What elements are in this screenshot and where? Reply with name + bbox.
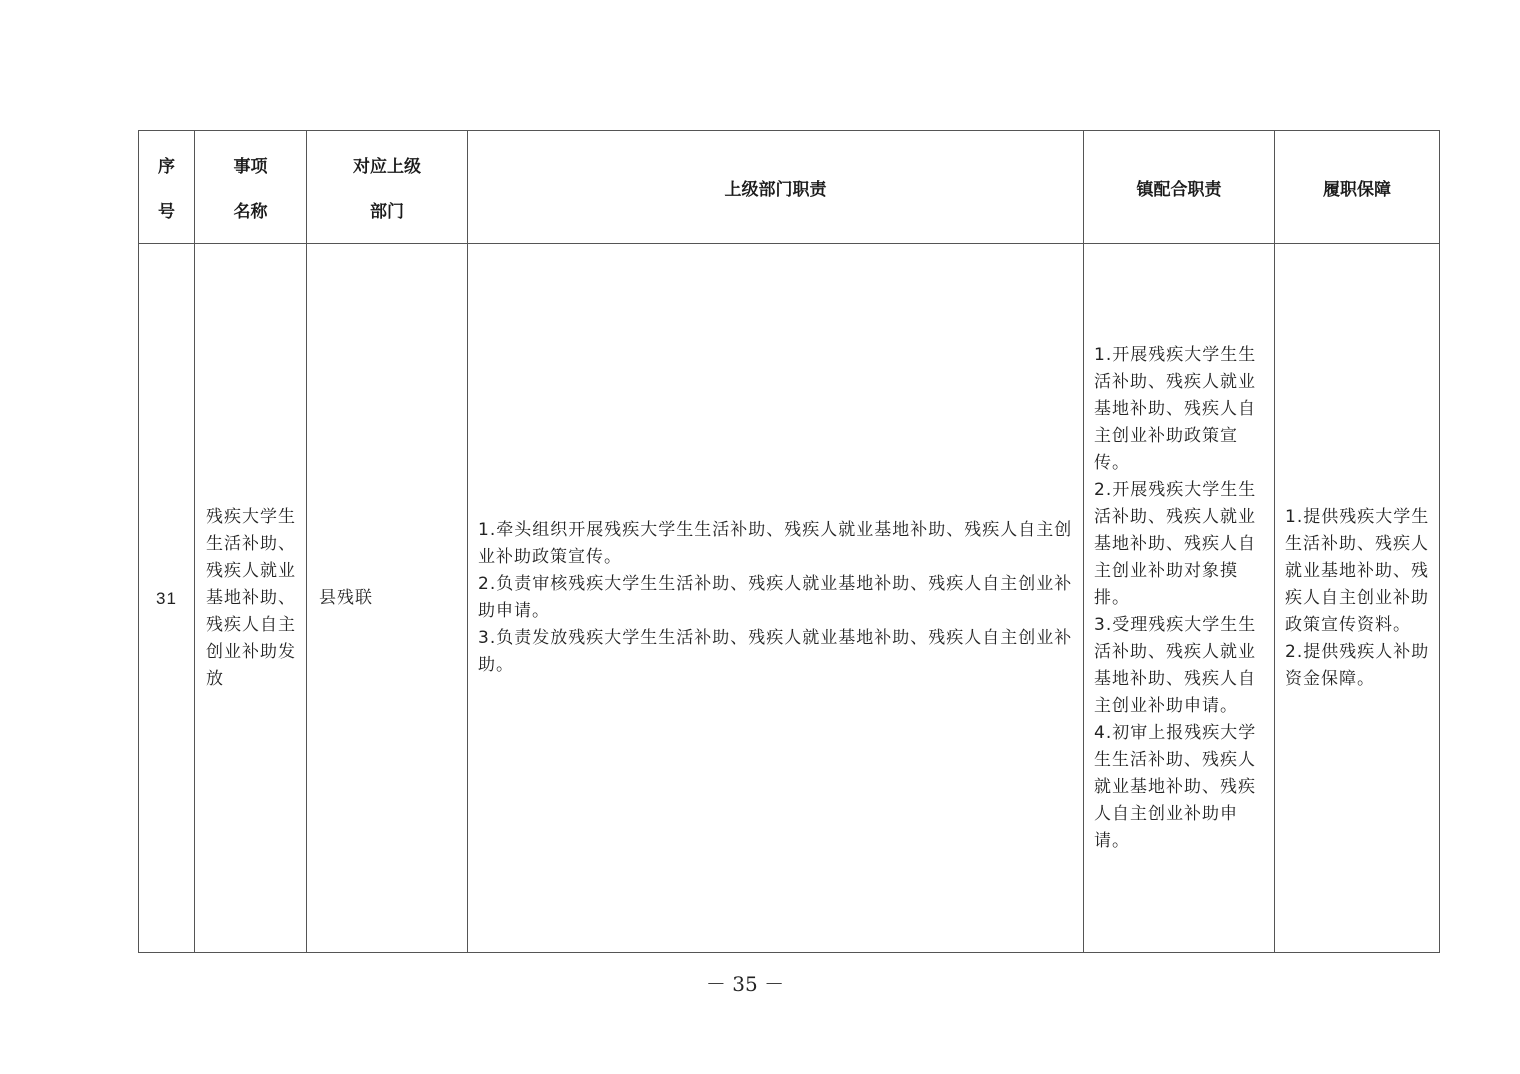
cell-guarantee <box>1275 244 1440 953</box>
upper-duty-item: 1.牵头组织开展残疾大学生生活补助、残疾人就业基地补助、残疾人自主创业补助政策宣传。 <box>478 520 1073 567</box>
town-duty-item: 4.初审上报残疾大学生生活补助、残疾人就业基地补助、残疾人自主创业补助申请。 <box>1094 722 1257 851</box>
header-item-name-line2: 名称 <box>233 202 268 222</box>
header-seq-line2: 号 <box>158 202 175 222</box>
cell-item-name: 残疾大学生生活补助、残疾人就业基地补助、残疾人自主创业补助发放 <box>195 244 307 953</box>
header-item-name <box>195 131 307 244</box>
header-seq-line1: 序 <box>158 157 175 177</box>
table-row <box>139 244 1440 953</box>
cell-upper-dept: 县残联 <box>307 244 468 953</box>
header-item-name-line1: 事项 <box>233 157 268 177</box>
town-duty-item: 1.开展残疾大学生生活补助、残疾人就业基地补助、残疾人自主创业补助政策宣传。 <box>1094 344 1257 473</box>
guarantee-item: 1.提供残疾大学生生活补助、残疾人就业基地补助、残疾人自主创业补助政策宣传资料。 <box>1285 506 1430 635</box>
header-upper-dept-line1: 对应上级 <box>353 157 421 177</box>
header-upper-dept-line2: 部门 <box>370 202 404 222</box>
guarantee-item: 2.提供残疾人补助资金保障。 <box>1285 641 1430 689</box>
header-upper-dept <box>307 131 468 244</box>
header-guarantee: 履职保障 <box>1275 131 1440 244</box>
table-header-row <box>139 131 1440 244</box>
cell-seq: 31 <box>139 244 195 953</box>
town-duty-item: 3.受理残疾大学生生活补助、残疾人就业基地补助、残疾人自主创业补助申请。 <box>1094 614 1257 716</box>
duty-table <box>138 130 1440 953</box>
cell-upper-duty <box>468 244 1084 953</box>
upper-duty-item: 3.负责发放残疾大学生生活补助、残疾人就业基地补助、残疾人自主创业补助。 <box>478 628 1073 675</box>
cell-town-duty <box>1084 244 1275 953</box>
header-upper-duty: 上级部门职责 <box>468 131 1084 244</box>
header-town-duty: 镇配合职责 <box>1084 131 1275 244</box>
page-number: － 35 － <box>705 972 785 996</box>
header-seq <box>139 131 195 244</box>
upper-duty-item: 2.负责审核残疾大学生生活补助、残疾人就业基地补助、残疾人自主创业补助申请。 <box>478 574 1073 621</box>
town-duty-item: 2.开展残疾大学生生活补助、残疾人就业基地补助、残疾人自主创业补助对象摸排。 <box>1094 479 1257 608</box>
